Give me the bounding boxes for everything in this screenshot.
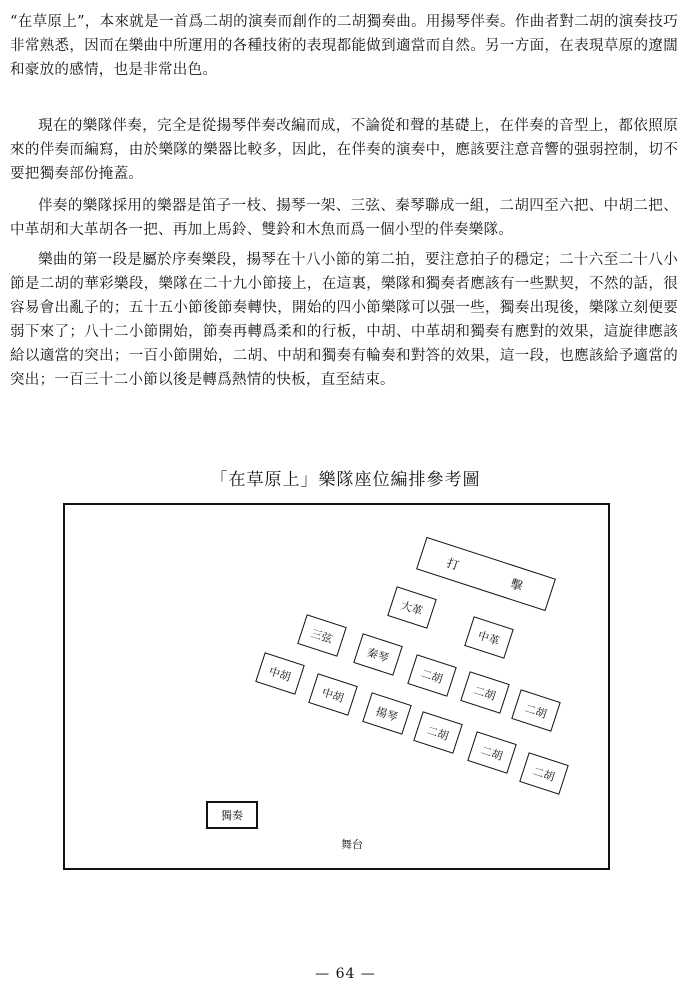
seat-soloist: 獨奏 xyxy=(206,801,258,829)
seat-yangqin: 揚琴 xyxy=(362,692,412,734)
seat-erhu-r1-3: 二胡 xyxy=(511,689,561,731)
paragraph-3-text: 伴奏的樂隊採用的樂器是笛子一枝、揚琴一架、三弦、秦琴聯成一組，二胡四至六把、中胡二把、中革胡和大革胡各一把、再加上馬鈴、雙鈴和木魚而爲一個小型的伴奏樂隊。 xyxy=(10,198,678,238)
paragraph-3 xyxy=(10,194,678,242)
seat-erhu-r2-1: 二胡 xyxy=(413,711,463,753)
stage-label: 舞台 xyxy=(341,838,363,851)
seat-erhu-r1-1: 二胡 xyxy=(407,654,457,696)
figure-title: 「在草原上」樂隊座位編排參考圖 xyxy=(210,470,481,490)
seat-percussion xyxy=(416,537,556,611)
paragraph-2-text: 現在的樂隊伴奏，完全是從揚琴伴奏改編而成，不論從和聲的基礎上，在伴奏的音型上，都依照原來的伴奏而編寫，由於樂隊的樂器比較多，因此，在伴奏的演奏中，應該要注意音響的强弱控制，切不要把獨奏部份掩蓋。 xyxy=(10,118,678,182)
paragraph-4 xyxy=(10,248,678,392)
seating-diagram xyxy=(63,503,610,870)
seat-sanxian: 三弦 xyxy=(297,614,347,656)
seat-qinqin: 秦琴 xyxy=(353,633,403,675)
seat-erhu-r2-3: 二胡 xyxy=(519,752,569,794)
percussion-char-1: 打 xyxy=(445,555,463,573)
seat-zhongge: 中革 xyxy=(464,616,514,658)
seat-erhu-r2-2: 二胡 xyxy=(467,731,517,773)
seat-zhonghu-2: 中胡 xyxy=(308,673,358,715)
seat-dageh: 大革 xyxy=(387,586,437,628)
paragraph-2 xyxy=(10,114,678,186)
paragraph-4-text: 樂曲的第一段是屬於序奏樂段，揚琴在十八小節的第二拍，要注意拍子的穩定；二十六至二十八小節是二胡的華彩樂段，樂隊在二十九小節接上，在這裏，樂隊和獨奏者應該有一些默契，不然的話，很容易會出亂子的；五十五小節後節奏轉快，開始的四小節樂隊可以强一些，獨奏出現後，樂隊立刻便要弱下來了；八十二小節開始，節奏再轉爲柔和的行板，中胡、中革胡和獨奏有應對的效果，這旋律應該給以適當的突出；一百小節開始，二胡、中胡和獨奏有輪奏和對答的效果，這一段，也應該給予適當的突出；一百三十二小節以後是轉爲熱情的快板，直至結束。 xyxy=(10,252,678,388)
seat-erhu-r1-2: 二胡 xyxy=(460,671,510,713)
percussion-char-2: 擊 xyxy=(508,576,527,594)
seat-zhonghu-1: 中胡 xyxy=(255,652,305,694)
paragraph-1: “在草原上”，本來就是一首爲二胡的演奏而創作的二胡獨奏曲。用揚琴伴奏。作曲者對二胡的演奏技巧非常熟悉，因而在樂曲中所運用的各種技術的表現都能做到適當而自然。另一方面，在表現草原的遼闊和豪放的感情，也是非常出色。 xyxy=(10,14,678,78)
page-number: — 64 — xyxy=(315,966,376,982)
